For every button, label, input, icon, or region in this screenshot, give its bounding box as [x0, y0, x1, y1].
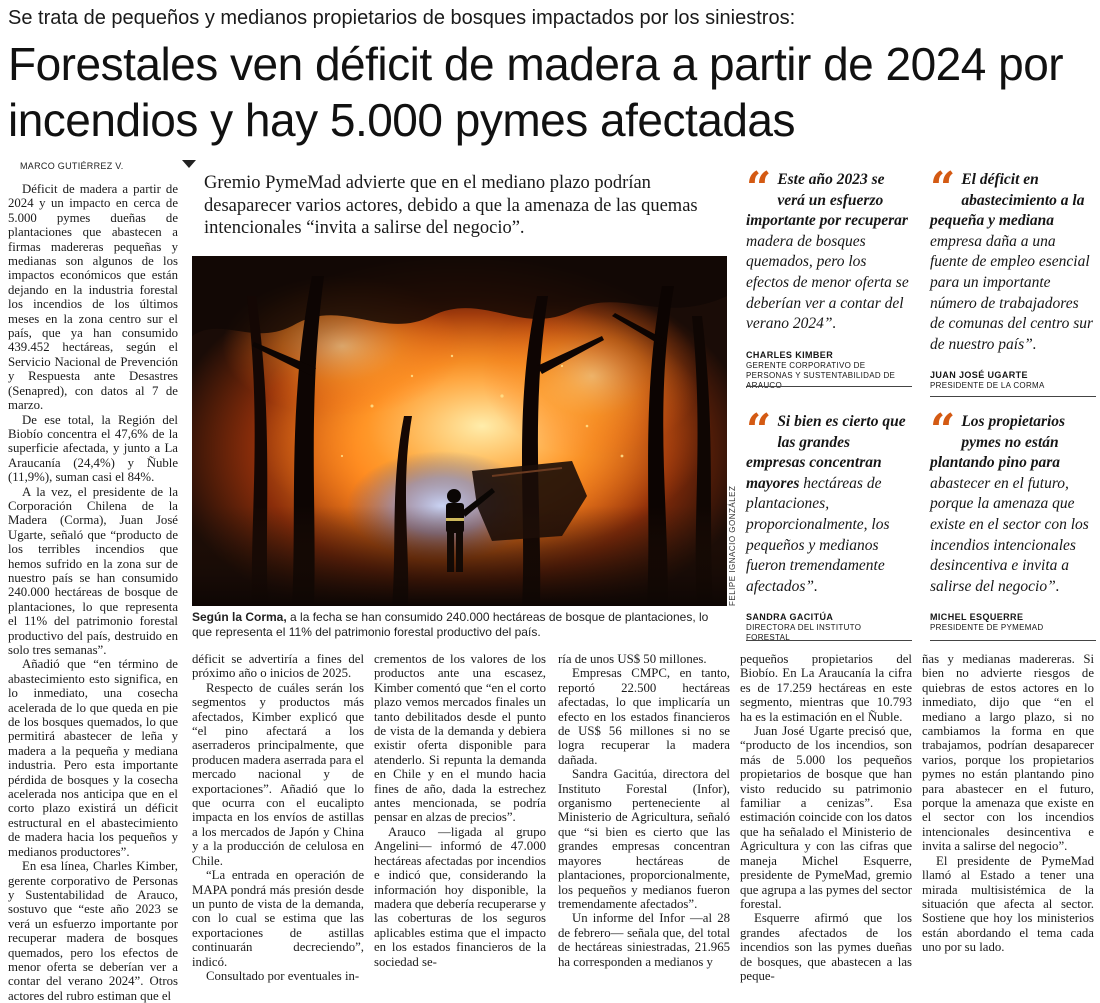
divider: [930, 640, 1096, 641]
quote-author-role: DIRECTORA DEL INSTITUTO FORESTAL: [746, 623, 862, 642]
quote-author: SANDRA GACITÚA: [746, 612, 834, 622]
paragraph: Arauco —ligada al grupo Angelini— informó de 47.000 hectáreas afectadas por incendios e indicó que, considerando la información hoy disponible, la madera que debería recuperarse y las coberturas de los seguros aplicables estima que el impacto en los estados financieros de la sociedad se-: [374, 824, 546, 969]
caption-lead: Según la Corma,: [192, 610, 287, 624]
paragraph: déficit se advertiría a fines del próximo año o inicios de 2025.: [192, 652, 364, 681]
quote-lead: El déficit en abastecimiento a la pequeña y mediana: [930, 171, 1085, 230]
byline: MARCO GUTIÉRREZ V.: [20, 161, 124, 171]
paragraph: Esquerre afirmó que los grandes afectados de los incendios son las pymes dueñas de bosques, que abastecen a las peque-: [740, 911, 912, 983]
paragraph: Respecto de cuáles serán los segmentos y productos más afectados, Kimber explicó que “el pino afectará a los aserraderos principalmente, que producen madera aserrada para el mercado nacional y de exportaciones”. Añadió que lo que ocurra con el eucalipto impacta en los envíos de astillas a los mercados de Japón y China y a la producción de celulosa en Chile.: [192, 680, 364, 868]
article-column-6: [922, 652, 1094, 955]
quote-text: abastecer en el futuro, porque la amenaza que existe en el sector con los incendios intencionales desincentiva e invita a salirse del negocio”.: [930, 474, 1089, 595]
paragraph: Un informe del Infor —al 28 de febrero— señala que, del total de hectáreas siniestradas, 21.965 ha corresponden a medianos y: [558, 911, 730, 969]
paragraph: El presidente de PymeMad llamó al Estado a tener una mirada multisistémica de la situación que afecta al sector. Sostiene que hoy los ministerios están abordando el tema cada uno por su lado.: [922, 853, 1094, 955]
quote-author-role: GERENTE CORPORATIVO DE PERSONAS Y SUSTENTABILIDAD DE ARAUCO: [746, 361, 896, 390]
divider: [746, 386, 912, 387]
pull-quote-ugarte: [930, 163, 1096, 355]
paragraph: Juan José Ugarte precisó que, “producto de los incendios, son más de 5.000 los pequeños propietarios de bosque que han visto reducido su patrimonio familiar a cenizas”. Esa estimación coincide con los datos que ha señalado el Ministerio de Agricultura y con las cifras que maneja Michel Esquerre, presidente de PymeMad, gremio que agrupa a las pymes del sector forestal.: [740, 724, 913, 911]
article-column-1: [8, 182, 178, 1003]
quote-text: madera de bosques quemados, pero los efectos de menor oferta se deberían ver a contar del verano 2024”.: [746, 232, 909, 333]
triangle-marker-icon: [182, 160, 196, 168]
quote-author-role: PRESIDENTE DE PYMEMAD: [930, 623, 1044, 632]
paragraph: pequeños propietarios del Biobío. En La Araucanía la cifra es de 17.259 hectáreas en este segmento, mientras que 10.793 ha es la estimación en el Ñuble.: [740, 652, 912, 724]
open-quote-icon: “: [746, 163, 772, 214]
divider: [930, 396, 1096, 397]
paragraph: Añadió que “en término de abastecimiento esto significa, en lo inmediato, una cosecha acelerada de lo que queda en pie de los bosques quemados, lo que permitirá abastecer de leña y madera a la pequeña y mediana industria. Pero esta importante pérdida de bosques y la cosecha acelerada nos anticipa que en el corto plazo existirá un déficit estructural en el abastecimiento de madera hacia los pequeños y medianos productores”.: [8, 657, 178, 859]
open-quote-icon: “: [930, 405, 956, 456]
caption-text: a la fecha se han consumido 240.000 hectáreas de bosque de plantaciones, lo que representa el 11% del patrimonio forestal productivo del país.: [192, 610, 709, 639]
paragraph: crementos de los valores de los productos ante una escasez, Kimber comentó que “en el corto plazo vemos mercados finales un tanto debilitados desde el punto de vista de la demanda y debiera existir oferta disponible para atenderlo. Si repunta la demanda en Chile y en el mundo hacia fines de año, dada la estrechez antes mencionada, se podría pensar en alzas de precios”.: [374, 652, 546, 825]
paragraph: A la vez, el presidente de la Corporación Chilena de la Madera (Corma), Juan José Ugarte, señaló que “producto de los terribles incendios que hemos sufrido en la zona sur de nuestro país se han consumido 240.000 hectáreas de bosque de plantaciones, lo que representa el 11% del patrimonio forestal productivo del país, destruido en solo tres semanas”.: [8, 484, 178, 657]
quote-author-role: PRESIDENTE DE LA CORMA: [930, 381, 1045, 390]
pull-quote-esquerre: [930, 405, 1096, 597]
paragraph: Empresas CMPC, en tanto, reportó 22.500 hectáreas afectadas, lo que implicaría un efecto en los estados financieros de US$ 56 millones si no se logra recuperar la madera dañada.: [558, 666, 730, 767]
paragraph: Sandra Gacitúa, directora del Instituto Forestal (Infor), organismo perteneciente al Ministerio de Agricultura, señaló que “si bien es cierto que las grandes empresas concentran mayores hectáreas de plantaciones, proporcionalmente, los pequeños y medianos fueron tremendamente afectados”.: [558, 767, 730, 911]
quote-author: MICHEL ESQUERRE: [930, 612, 1024, 622]
deck: Gremio PymeMad advierte que en el mediano plazo podrían desaparecer varios actores, debido a que la amenaza de las quemas intencionales “invita a salirse del negocio”.: [204, 173, 698, 238]
quote-author: JUAN JOSÉ UGARTE: [930, 370, 1028, 380]
quote-text: empresa daña a una fuente de empleo esencial para un importante número de trabajadores de comunas del centro sur de nuestro país”.: [930, 232, 1094, 353]
paragraph: “La entrada en operación de MAPA pondrá más presión desde un punto de vista de la demanda, con lo cual se estima que las exportaciones de astillas continuarán decreciendo”, indicó.: [192, 868, 364, 969]
article-column-4: [558, 652, 730, 969]
quote-lead: Si bien es cierto que las grandes empresas concentran mayores: [746, 413, 906, 492]
article-column-2: [192, 652, 364, 983]
quote-lead: Los propietarios pymes no están plantando pino para: [930, 413, 1066, 472]
divider: [746, 640, 912, 641]
quote-lead: Este año 2023 se verá un esfuerzo importante por recuperar: [746, 171, 908, 230]
open-quote-icon: “: [746, 405, 772, 456]
quote-author: CHARLES KIMBER: [746, 350, 834, 360]
fire-photo: [192, 256, 727, 606]
pull-quote-kimber: [746, 163, 912, 335]
photo-caption: [192, 610, 728, 640]
headline: Forestales ven déficit de madera a partir de 2024 por incendios y hay 5.000 pymes afectadas: [8, 38, 1064, 146]
paragraph: ría de unos US$ 50 millones.: [558, 652, 707, 666]
open-quote-icon: “: [930, 163, 956, 214]
kicker: Se trata de pequeños y medianos propietarios de bosques impactados por los siniestros:: [8, 7, 796, 29]
paragraph: ñas y medianas madereras. Si bien no advierte riesgos de quiebras de estos actores en lo inmediato, dijo que “en el mediano a largo plazo, si no cambiamos la forma en que trabajamos, podrían desaparecer varios, porque los propietarios pymes no están plantando pino para abastecer en el futuro, porque la amenaza que existe en el sector con los incendios intencionales desincentiva e invita a salirse del negocio”.: [922, 652, 1094, 854]
article-column-3: [374, 652, 546, 969]
article-column-5: [740, 652, 913, 983]
paragraph: De ese total, la Región del Biobío concentra el 47,6% de la superficie afectada, y junto a La Araucanía (24,4%) y Ñuble (11,9%), suman casi el 84%.: [8, 412, 178, 485]
quote-text: hectáreas de plantaciones, proporcionalmente, los pequeños y medianos fueron tremendamente afectados”.: [746, 474, 890, 595]
pull-quote-gacitua: [746, 405, 912, 597]
paragraph: Consultado por eventuales in-: [206, 968, 360, 983]
paragraph: Déficit de madera a partir de 2024 y un impacto en cerca de 5.000 pymes dueñas de plantaciones que abastecen a firmas madereras pequeñas y medianas son algunos de los impactos económicos que están dejando en la industria forestal los incendios de los últimos meses en la zona centro sur el país, que ya han consumido 439.452 hectáreas, según el Servicio Nacional de Prevención y Respuesta ante Desastres (Senapred), con datos al 7 de marzo.: [8, 182, 178, 413]
photo-credit: FELIPE IGNACIO GONZÁLEZ: [728, 485, 737, 606]
paragraph: En esa línea, Charles Kimber, gerente corporativo de Personas y Sustentabilidad de Arauco, sostuvo que “este año 2023 se verá un esfuerzo importante por recuperar madera de bosques quemados, pero los efectos de menor oferta se deberían ver a contar del verano 2024”. Otros actores del rubro estiman que el: [8, 859, 178, 1003]
